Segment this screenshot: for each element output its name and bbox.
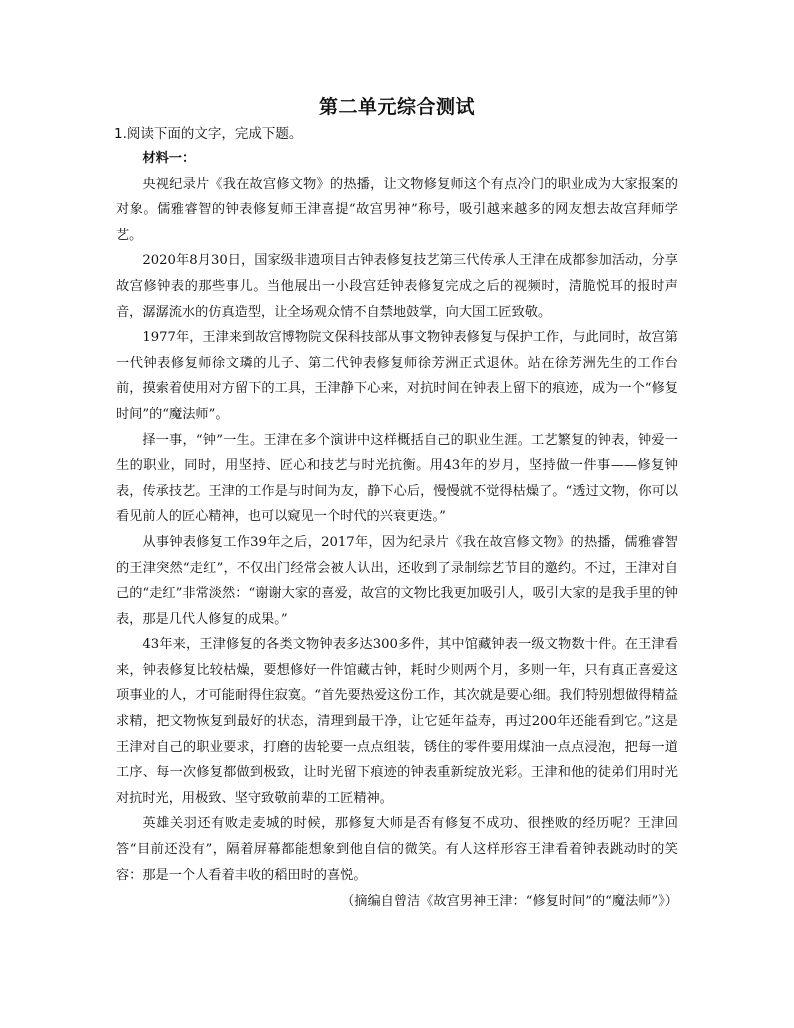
page-title: 第二单元综合测试 [318,96,475,118]
paragraph: 择一事，“钟”一生。王津在多个演讲中这样概括自己的职业生涯。工艺繁复的钟表，钟爱一生的职业，同时，用坚持、匠心和技艺与时光抗衡。用43年的岁月，坚持做一件事——修复钟表，传承技艺。王津的工作是与时间为友，静下心后，慢慢就不觉得枯燥了。“透过文物，你可以看见前人的匠心精神，也可以窥见一个时代的兴衰更迭。” [116,432,678,525]
paragraph: 1977年，王津来到故宫博物院文保科技部从事文物钟表修复与保护工作，与此同时，故宫第一代钟表修复师徐文璘的儿子、第二代钟表修复师徐芳洲正式退休。站在徐芳洲先生的工作台前，摸索着使用对方留下的工具，王津静下心来，对抗时间在钟表上留下的痕迹，成为一个“修复时间”的“魔法师”。 [116,330,678,422]
paragraph: 2020年8月30日，国家级非遗项目古钟表修复技艺第三代传承人王津在成都参加活动，分享故宫修钟表的那些事儿。当他展出一小段宫廷钟表修复完成之后的视频时，清脆悦耳的报时声音，潺潺流水的仿真造型，让全场观众情不自禁地鼓掌，向大国工匠致敬。 [116,253,678,320]
paragraph: 央视纪录片《我在故宫修文物》的热播，让文物修复师这个有点冷门的职业成为大家报案的对象。儒雅睿智的钟表修复师王津喜提“故宫男神”称号，吸引越来越多的网友想去故宫拜师学艺。 [116,176,678,243]
paragraph: 英雄关羽还有败走麦城的时候，那修复大师是否有修复不成功、很挫败的经历呢？王津回答“目前还没有”，隔着屏幕都能想象到他自信的微笑。有人这样形容王津看着钟表跳动时的笑容：那是一个人看着丰收的稻田时的喜悦。 [116,816,678,883]
question-prompt: 1.阅读下面的文字，完成下题。 [114,126,303,142]
paragraph: 43年来，王津修复的各类文物钟表多达300多件，其中馆藏钟表一级文物数十件。在王津看来，钟表修复比较枯燥，要想修好一件馆藏古钟，耗时少则两个月，多则一年，只有真正喜爱这项事业的人，才可能耐得住寂寞。“首先要热爱这份工作，其次就是要心细。我们特别想做得精益求精，把文物恢复到最好的状态，清理到最干净，让它延年益寿，再过200年还能看到它。”这是王津对自己的职业要求，打磨的齿轮要一点点组装，锈住的零件要用煤油一点点浸泡，把每一道工序、每一次修复都做到极致，让时光留下痕迹的钟表重新绽放光彩。王津和他的徒弟们用时光对抗时光，用极致、坚守致敬前辈的工匠精神。 [116,637,678,806]
paragraph: 从事钟表修复工作39年之后，2017年，因为纪录片《我在故宫修文物》的热播，儒雅睿智的王津突然“走红”，不仅出门经常会被人认出，还收到了录制综艺节目的邀约。不过，王津对自己的“走红”非常淡然：“谢谢大家的喜爱，故宫的文物比我更加吸引人，吸引大家的是我手里的钟表，那是几代人修复的成果。” [116,534,678,627]
material-label: 材料一： [142,151,196,166]
source-citation: （摘编自曾洁《故宫男神王津：“修复时间”的“魔法师”》） [341,894,678,910]
article-body [116,146,678,915]
